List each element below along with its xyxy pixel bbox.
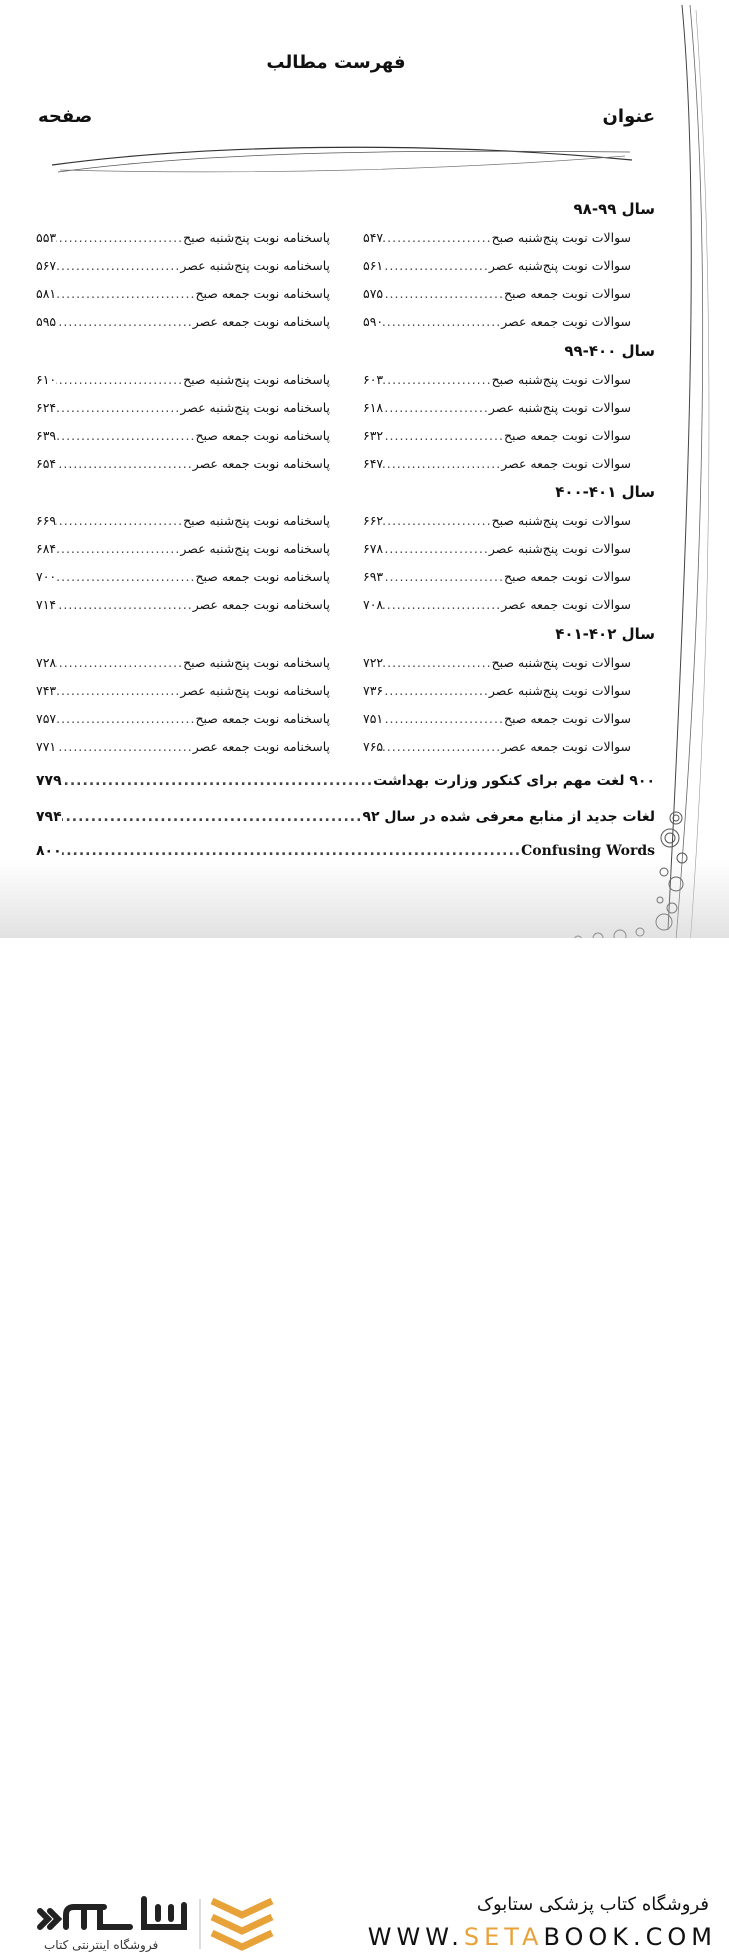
entry-page-number: ۷۶۵ (363, 739, 384, 754)
entry-page-number: ۷۷۹ (36, 773, 62, 789)
dot-leader (56, 314, 193, 329)
toc-entry-extra[interactable] (36, 843, 655, 859)
entry-label: پاسخنامه نوبت جمعه صبح (195, 569, 330, 584)
shop-url[interactable] (368, 1923, 717, 1951)
toc-entry-questions[interactable] (363, 230, 631, 245)
dot-leader (56, 372, 183, 387)
toc-entry-answers[interactable] (36, 513, 330, 528)
dot-leader (383, 230, 491, 245)
entry-label: پاسخنامه نوبت جمعه عصر (192, 314, 330, 329)
toc-entry-answers[interactable] (36, 711, 330, 726)
entry-page-number: ۶۲۴ (36, 400, 57, 415)
entry-page-number: ۶۹۳ (363, 569, 384, 584)
entry-page-number: ۵۴۷ (363, 230, 384, 245)
dot-leader (383, 286, 504, 301)
dot-leader (383, 372, 491, 387)
dot-leader (62, 773, 374, 789)
entry-page-number: ۵۶۱ (363, 258, 384, 273)
entry-label: سوالات نوبت پنج‌شنبه عصر (488, 541, 631, 556)
entry-label: پاسخنامه نوبت پنج‌شنبه صبح (183, 513, 330, 528)
entry-label: پاسخنامه نوبت پنج‌شنبه عصر (180, 541, 330, 556)
entry-page-number: ۷۱۴ (36, 597, 57, 612)
logo-caption: فروشگاه اینترنتی کتاب (44, 1938, 159, 1952)
entry-page-number: ۸۰۰ (36, 843, 62, 859)
dot-leader (56, 569, 195, 584)
toc-entry-extra[interactable] (36, 809, 655, 825)
entry-page-number: ۷۵۷ (36, 711, 57, 726)
entry-page-number: ۷۲۸ (36, 655, 57, 670)
dot-leader (56, 597, 193, 612)
toc-entry-questions[interactable] (363, 258, 631, 273)
toc-entry-answers[interactable] (36, 428, 330, 443)
entry-label: سوالات نوبت جمعه صبح (503, 711, 631, 726)
toc-entry-questions[interactable] (363, 513, 631, 528)
dot-leader (383, 683, 489, 698)
entry-label: پاسخنامه نوبت پنج‌شنبه عصر (180, 258, 330, 273)
entry-page-number: ۷۹۴ (36, 809, 62, 825)
entry-label: سوالات نوبت جمعه عصر (501, 314, 631, 329)
toc-entry-answers[interactable] (36, 683, 330, 698)
toc-entry-questions[interactable] (363, 739, 631, 754)
entry-page-number: ۷۳۶ (363, 683, 384, 698)
dot-leader (383, 400, 489, 415)
dot-leader (56, 739, 193, 754)
entry-page-number: ۵۶۷ (36, 258, 57, 273)
toc-entry-questions[interactable] (363, 683, 631, 698)
entry-label: سوالات نوبت پنج‌شنبه صبح (491, 513, 631, 528)
entry-page-number: ۷۰۸ (363, 597, 384, 612)
dot-leader (383, 541, 489, 556)
entry-label: پاسخنامه نوبت جمعه عصر (192, 456, 330, 471)
toc-entry-questions[interactable] (363, 711, 631, 726)
dot-leader (56, 456, 193, 471)
entry-page-number: ۶۵۴ (36, 456, 57, 471)
entry-label: سوالات نوبت پنج‌شنبه عصر (488, 683, 631, 698)
dot-leader (56, 513, 183, 528)
url-suffix: BOOK.COM (543, 1923, 717, 1951)
dot-leader (56, 428, 195, 443)
entry-label: سوالات نوبت جمعه صبح (503, 428, 631, 443)
column-header-page: صفحه (38, 106, 93, 127)
toc-entry-questions[interactable] (363, 597, 631, 612)
entry-label: پاسخنامه نوبت پنج‌شنبه صبح (183, 230, 330, 245)
entry-label: پاسخنامه نوبت جمعه عصر (192, 597, 330, 612)
entry-label: پاسخنامه نوبت جمعه صبح (195, 428, 330, 443)
toc-entry-questions[interactable] (363, 655, 631, 670)
toc-entry-extra[interactable] (36, 773, 655, 789)
entry-label: سوالات نوبت جمعه صبح (503, 569, 631, 584)
entry-page-number: ۷۵۱ (363, 711, 384, 726)
dot-leader (56, 286, 195, 301)
toc-entry-answers[interactable] (36, 597, 330, 612)
dot-leader (56, 541, 180, 556)
toc-entry-questions[interactable] (363, 541, 631, 556)
entry-page-number: ۶۱۸ (363, 400, 384, 415)
entry-label: سوالات نوبت پنج‌شنبه صبح (491, 230, 631, 245)
entry-page-number: ۶۱۰ (36, 372, 57, 387)
entry-label: سوالات نوبت جمعه عصر (501, 456, 631, 471)
entry-page-number: ۶۶۲ (363, 513, 384, 528)
toc-entry-questions[interactable] (363, 400, 631, 415)
entry-page-number: ۷۷۱ (36, 739, 57, 754)
dot-leader (383, 655, 491, 670)
entry-page-number: ۶۶۹ (36, 513, 57, 528)
dot-leader (383, 456, 501, 471)
toc-entry-questions[interactable] (363, 372, 631, 387)
dot-leader (383, 428, 504, 443)
toc-entry-questions[interactable] (363, 428, 631, 443)
toc-entry-questions[interactable] (363, 286, 631, 301)
entry-page-number: ۷۲۲ (363, 655, 384, 670)
entry-label: سوالات نوبت پنج‌شنبه عصر (488, 400, 631, 415)
entry-label: Confusing Words (521, 843, 655, 859)
entry-label: پاسخنامه نوبت جمعه عصر (192, 739, 330, 754)
entry-label: پاسخنامه نوبت پنج‌شنبه عصر (180, 400, 330, 415)
entry-label: سوالات نوبت جمعه عصر (501, 597, 631, 612)
dot-leader (383, 258, 489, 273)
section-heading: سال ۴۰۰-۹۹ (564, 342, 655, 360)
dot-leader (383, 569, 504, 584)
toc-entry-questions[interactable] (363, 456, 631, 471)
entry-label: سوالات نوبت پنج‌شنبه صبح (491, 372, 631, 387)
toc-entry-answers[interactable] (36, 569, 330, 584)
entry-page-number: ۵۵۳ (36, 230, 57, 245)
section-heading: سال ۴۰۲-۴۰۱ (555, 625, 655, 643)
bottom-shade (0, 860, 729, 940)
url-highlight: SETA (463, 1923, 544, 1951)
entry-label: سوالات نوبت جمعه صبح (503, 286, 631, 301)
toc-entry-answers[interactable] (36, 456, 330, 471)
section-heading: سال ۹۹-۹۸ (573, 200, 655, 218)
dot-leader (383, 597, 501, 612)
entry-label: پاسخنامه نوبت پنج‌شنبه صبح (183, 372, 330, 387)
entry-label: سوالات نوبت جمعه عصر (501, 739, 631, 754)
dot-leader (56, 258, 180, 273)
entry-page-number: ۷۰۰ (36, 569, 57, 584)
toc-entry-questions[interactable] (363, 314, 631, 329)
entry-page-number: ۷۴۳ (36, 683, 57, 698)
entry-page-number: ۵۹۰ (363, 314, 384, 329)
entry-label: سوالات نوبت پنج‌شنبه عصر (488, 258, 631, 273)
entry-page-number: ۵۹۵ (36, 314, 57, 329)
dot-leader (62, 809, 363, 825)
dot-leader (62, 843, 521, 859)
entry-label: لغات جدید از منابع معرفی شده در سال ۹۲ (362, 809, 655, 825)
entry-label: سوالات نوبت پنج‌شنبه صبح (491, 655, 631, 670)
dot-leader (56, 711, 195, 726)
dot-leader (383, 711, 504, 726)
entry-page-number: ۶۰۳ (363, 372, 384, 387)
entry-page-number: ۶۴۷ (363, 456, 384, 471)
toc-entry-answers[interactable] (36, 258, 330, 273)
entry-label: پاسخنامه نوبت پنج‌شنبه عصر (180, 683, 330, 698)
entry-page-number: ۶۳۲ (363, 428, 384, 443)
entry-page-number: ۵۸۱ (36, 286, 57, 301)
entry-page-number: ۶۸۴ (36, 541, 57, 556)
entry-page-number: ۶۳۹ (36, 428, 57, 443)
entry-page-number: ۶۷۸ (363, 541, 384, 556)
shop-name: فروشگاه کتاب پزشکی ستابوک (476, 1894, 709, 1915)
shop-banner (0, 938, 729, 1952)
dot-leader (56, 683, 180, 698)
dot-leader (56, 655, 183, 670)
entry-label: پاسخنامه نوبت جمعه صبح (195, 286, 330, 301)
dot-leader (383, 739, 501, 754)
toc-entry-answers[interactable] (36, 230, 330, 245)
dot-leader (383, 314, 501, 329)
page-title: فهرست مطالب (266, 52, 406, 73)
dot-leader (56, 230, 183, 245)
url-prefix: WWW. (367, 1923, 464, 1951)
section-heading: سال ۴۰۱-۴۰۰ (555, 483, 655, 501)
entry-label: ۹۰۰ لغت مهم برای کنکور وزارت بهداشت (373, 773, 655, 789)
toc-entry-answers[interactable] (36, 655, 330, 670)
dot-leader (383, 513, 491, 528)
entry-label: پاسخنامه نوبت پنج‌شنبه صبح (183, 655, 330, 670)
dot-leader (56, 400, 180, 415)
toc-entry-answers[interactable] (36, 739, 330, 754)
toc-entry-questions[interactable] (363, 569, 631, 584)
toc-entry-answers[interactable] (36, 400, 330, 415)
toc-entry-answers[interactable] (36, 286, 330, 301)
column-header-title: عنوان (602, 106, 655, 127)
toc-entry-answers[interactable] (36, 541, 330, 556)
toc-entry-answers[interactable] (36, 372, 330, 387)
toc-entry-answers[interactable] (36, 314, 330, 329)
entry-page-number: ۵۷۵ (363, 286, 384, 301)
entry-label: پاسخنامه نوبت جمعه صبح (195, 711, 330, 726)
